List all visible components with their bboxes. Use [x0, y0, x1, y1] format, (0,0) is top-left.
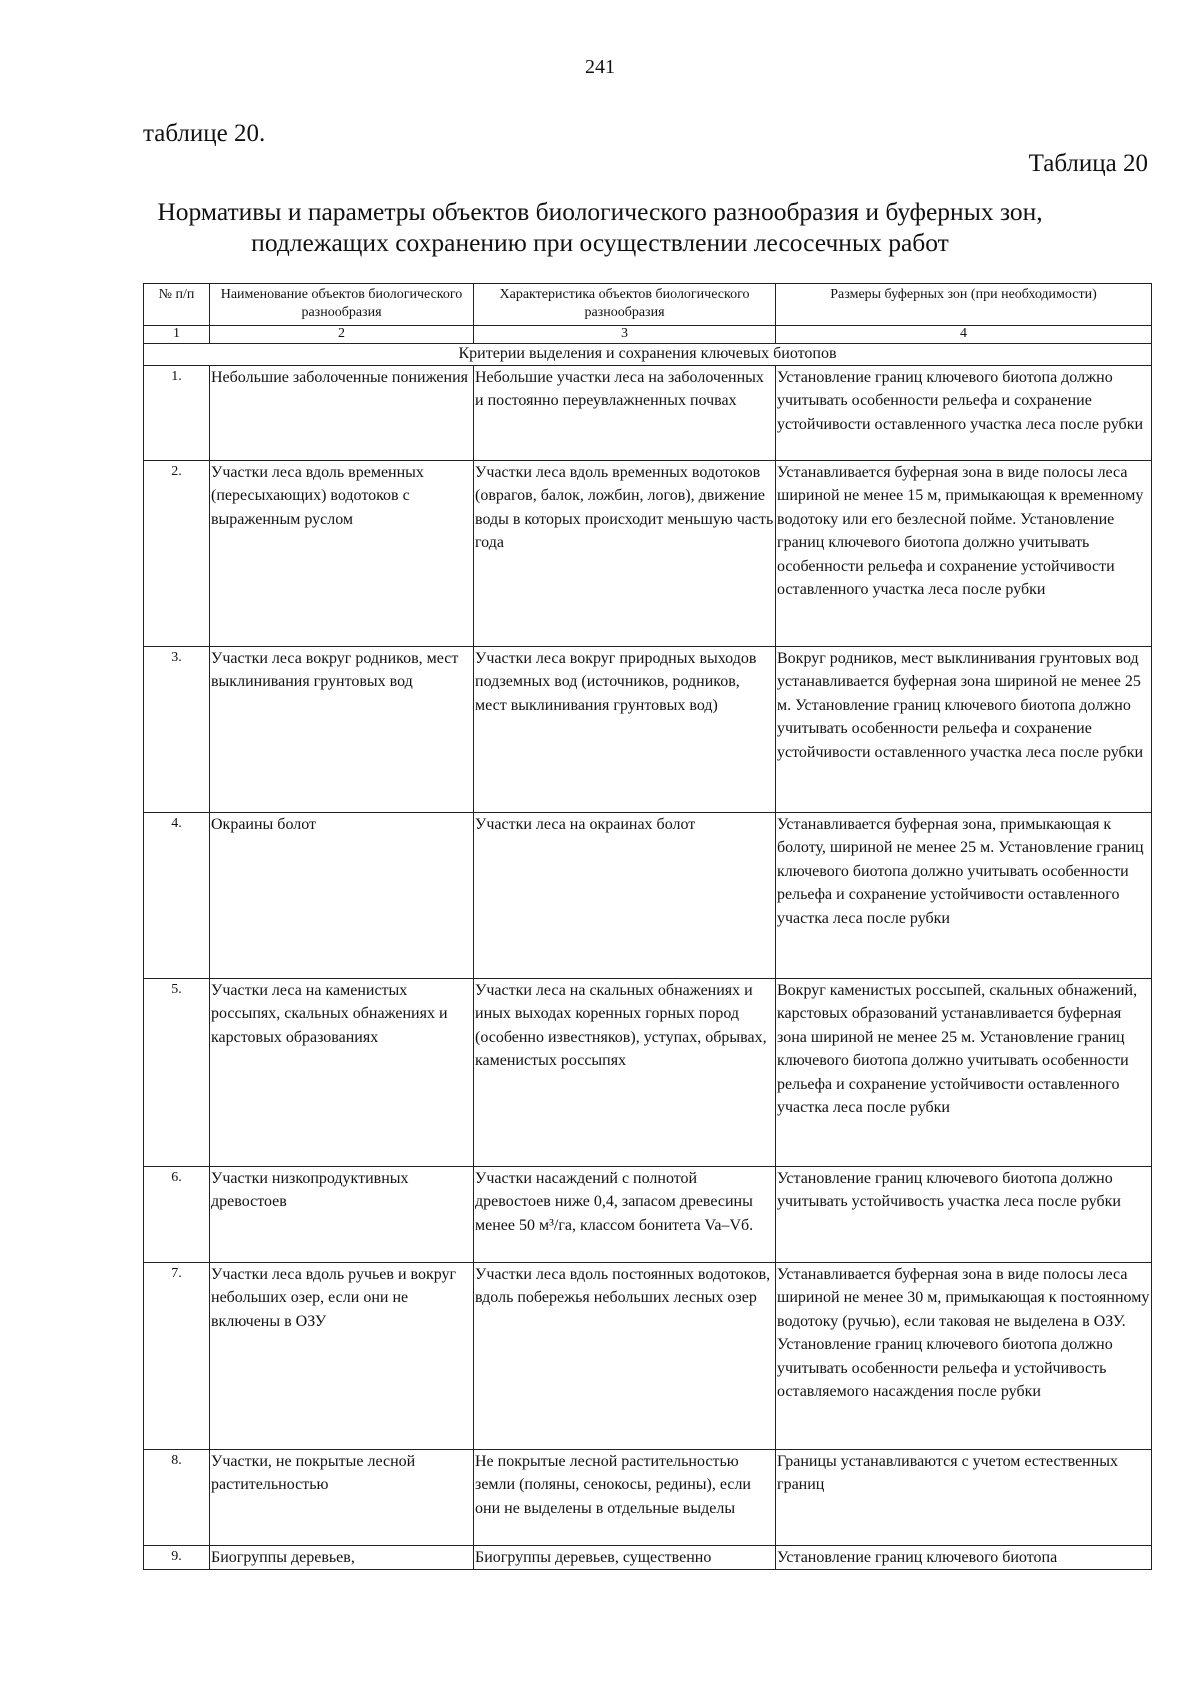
- row-buffer: Установление границ ключевого биотопа должно учитывать особенности рельефа и сохранение устойчивости оставленного участка леса после рубки: [776, 366, 1152, 461]
- row-buffer: Установление границ ключевого биотопа должно учитывать устойчивость участка леса после рубки: [776, 1167, 1152, 1263]
- row-buffer: Границы устанавливаются с учетом естественных границ: [776, 1450, 1152, 1546]
- row-number: 3.: [144, 647, 210, 813]
- row-number: 8.: [144, 1450, 210, 1546]
- row-number: 9.: [144, 1546, 210, 1570]
- row-name: Участки, не покрытые лесной растительностью: [210, 1450, 474, 1546]
- row-description: Участки леса на скальных обнажениях и иных выходах коренных горных пород (особенно известняков), уступах, обрывах, каменистых россыпях: [474, 979, 776, 1167]
- row-number: 7.: [144, 1263, 210, 1450]
- table-row: [144, 366, 1152, 461]
- row-number: 4.: [144, 813, 210, 979]
- column-number: 4: [776, 326, 1152, 344]
- row-buffer: Устанавливается буферная зона в виде полосы леса шириной не менее 30 м, примыкающая к постоянному водотоку (ручью), если таковая не выделена в ОЗУ. Установление границ ключевого биотопа должно учитывать особенности рельефа и устойчивость оставляемого насаждения после рубки: [776, 1263, 1152, 1450]
- table-row: [144, 461, 1152, 647]
- row-name: Участки леса вдоль ручьев и вокруг небольших озер, если они не включены в ОЗУ: [210, 1263, 474, 1450]
- row-description: Участки леса вокруг природных выходов подземных вод (источников, родников, мест выклинивания грунтовых вод): [474, 647, 776, 813]
- row-description: Не покрытые лесной растительностью земли (поляны, сенокосы, редины), если они не выделены в отдельные выделы: [474, 1450, 776, 1546]
- row-number: 5.: [144, 979, 210, 1167]
- row-buffer: Вокруг родников, мест выклинивания грунтовых вод устанавливается буферная зона шириной не менее 25 м. Установление границ ключевого биотопа должно учитывать особенности рельефа и сохранение устойчивости оставленного участка леса после рубки: [776, 647, 1152, 813]
- row-description: Биогруппы деревьев, существенно: [474, 1546, 776, 1570]
- row-number: 6.: [144, 1167, 210, 1263]
- row-name: Участки леса вокруг родников, мест выклинивания грунтовых вод: [210, 647, 474, 813]
- row-description: Участки леса вдоль временных водотоков (оврагов, балок, ложбин, логов), движение воды в которых происходит меньшую часть года: [474, 461, 776, 647]
- table-row: [144, 1167, 1152, 1263]
- row-description: Участки насаждений с полнотой древостоев ниже 0,4, запасом древесины менее 50 м³/га, классом бонитета Va–Vб.: [474, 1167, 776, 1263]
- header-description: Характеристика объектов биологического разнообразия: [474, 284, 776, 326]
- table-label: Таблица 20: [1028, 150, 1148, 177]
- row-name: Окраины болот: [210, 813, 474, 979]
- header-buffer: Размеры буферных зон (при необходимости): [776, 284, 1152, 326]
- section-title: Критерии выделения и сохранения ключевых биотопов: [144, 344, 1152, 366]
- header-num: № п/п: [144, 284, 210, 326]
- row-name: Участки леса на каменистых россыпях, скальных обнажениях и карстовых образованиях: [210, 979, 474, 1167]
- table-row: [144, 979, 1152, 1167]
- page-number: 241: [585, 56, 615, 78]
- header-name: Наименование объектов биологического разнообразия: [210, 284, 474, 326]
- row-name: Биогруппы деревьев,: [210, 1546, 474, 1570]
- section-row: [144, 344, 1152, 366]
- row-description: Участки леса на окраинах болот: [474, 813, 776, 979]
- row-number: 1.: [144, 366, 210, 461]
- table-title-line-2: подлежащих сохранению при осуществлении лесосечных работ: [251, 228, 949, 257]
- row-name: Небольшие заболоченные понижения: [210, 366, 474, 461]
- column-number: 2: [210, 326, 474, 344]
- table-row: [144, 1546, 1152, 1570]
- row-buffer: Установление границ ключевого биотопа: [776, 1546, 1152, 1570]
- row-buffer: Вокруг каменистых россыпей, скальных обнажений, карстовых образований устанавливается буферная зона шириной не менее 25 м. Установление границ ключевого биотопа должно учитывать особенности рельефа и сохранение устойчивости оставленного участка леса после рубки: [776, 979, 1152, 1167]
- row-buffer: Устанавливается буферная зона, примыкающая к болоту, шириной не менее 25 м. Установление границ ключевого биотопа должно учитывать особенности рельефа и сохранение устойчивости оставленного участка леса после рубки: [776, 813, 1152, 979]
- table-row: [144, 813, 1152, 979]
- table-row: [144, 1450, 1152, 1546]
- column-number: 3: [474, 326, 776, 344]
- row-number: 2.: [144, 461, 210, 647]
- row-name: Участки леса вдоль временных (пересыхающих) водотоков с выраженным руслом: [210, 461, 474, 647]
- row-description: Небольшие участки леса на заболоченных и постоянно переувлажненных почвах: [474, 366, 776, 461]
- header-row: [144, 284, 1152, 326]
- biodiversity-table: [143, 283, 1152, 1570]
- table-title-line-1: Нормативы и параметры объектов биологического разнообразия и буферных зон,: [157, 197, 1043, 226]
- row-buffer: Устанавливается буферная зона в виде полосы леса шириной не менее 15 м, примыкающая к временному водотоку или его безлесной пойме. Установление границ ключевого биотопа должно учитывать особенности рельефа и сохранение устойчивости оставленного участка леса после рубки: [776, 461, 1152, 647]
- table-title: [100, 196, 1100, 258]
- row-name: Участки низкопродуктивных древостоев: [210, 1167, 474, 1263]
- lead-text: таблице 20.: [143, 120, 266, 147]
- column-number: 1: [144, 326, 210, 344]
- row-description: Участки леса вдоль постоянных водотоков, вдоль побережья небольших лесных озер: [474, 1263, 776, 1450]
- table-row: [144, 647, 1152, 813]
- column-numbers-row: [144, 326, 1152, 344]
- table-row: [144, 1263, 1152, 1450]
